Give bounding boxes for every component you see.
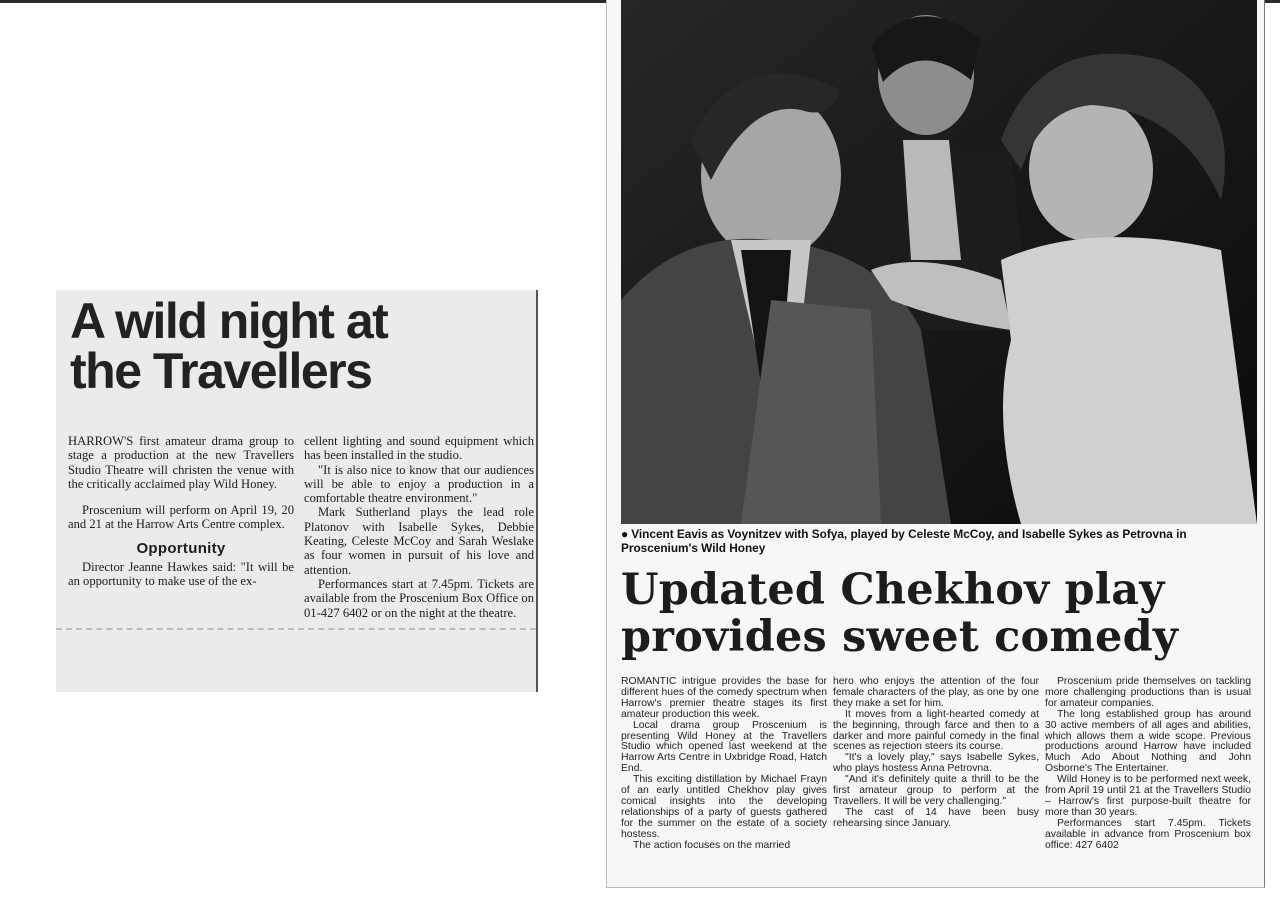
clipping-wild-night xyxy=(56,290,538,692)
article-paragraph: Performances start at 7.45pm. Tickets are available from the Proscenium Box Office on 01-427 6402 or on the night at the theatre. xyxy=(304,576,534,620)
article-paragraph: cellent lighting and sound equipment which has been installed in the studio. xyxy=(304,434,534,463)
article-paragraph: "And it's definitely quite a thrill to be the first amateur group to perform at the Travellers. It will be very challenging." xyxy=(833,774,1039,807)
article-subheading: Opportunity xyxy=(136,539,226,557)
article-column-3 xyxy=(1045,677,1251,852)
article-paragraph: The long established group has around 30 active members of all ages and abilities, which allows them a wide scope. Previous productions around Harrow have included Much Ado About Nothing and John Osborne's The Entertainer. xyxy=(1045,708,1251,775)
article-paragraph: Proscenium will perform on April 19, 20 and 21 at the Harrow Arts Centre complex. xyxy=(68,503,294,532)
article-column-1 xyxy=(621,677,827,852)
article-paragraph: Wild Honey is to be performed next week, from April 19 until 21 at the Travellers Studio – Harrow's first purpose-built theatre for more than 30 years. xyxy=(1045,774,1251,818)
cast-photo-illustration xyxy=(621,0,1257,524)
article-paragraph: HARROW'S first amateur drama group to stage a production at the new Travellers Studio Theatre will christen the venue with the critically acclaimed play Wild Honey. xyxy=(68,434,294,491)
article-paragraph: ROMANTIC intrigue provides the base for different hues of the comedy spectrum when Harrow's premier theatre stages its first amateur production this week. xyxy=(621,676,827,720)
article-column-2 xyxy=(833,677,1039,830)
article-paragraph: "It is also nice to know that our audiences will be able to enjoy a production in a comfortable theatre environment." xyxy=(304,462,534,506)
headline-line-2: provides sweet comedy xyxy=(621,612,1179,662)
article-paragraph: Proscenium pride themselves on tackling more challenging productions than is usual for amateur companies. xyxy=(1045,676,1251,709)
article-paragraph: Performances start 7.45pm. Tickets available in advance from Proscenium box office: 427 6402 xyxy=(1045,817,1251,851)
article-paragraph: hero who enjoys the attention of the four female characters of the play, as one by one they make a set for him. xyxy=(833,676,1039,709)
clipping-chekhov xyxy=(606,0,1265,888)
article-paragraph: Local drama group Proscenium is presenting Wild Honey at the Travellers Studio which opened last weekend at the Harrow Arts Centre in Uxbridge Road, Hatch End. xyxy=(621,719,827,775)
article-paragraph: The action focuses on the married xyxy=(633,839,791,851)
article-paragraph: Mark Sutherland plays the lead role Platonov with Isabelle Sykes, Debbie Keating, Celeste McCoy and Sarah Weslake as four women in pursuit of his love and attention. xyxy=(304,505,534,577)
clipping-headline xyxy=(70,293,538,399)
article-paragraph: "It's a lovely play," says Isabelle Sykes, who plays hostess Anna Petrovna. xyxy=(833,752,1039,775)
tear-line xyxy=(56,628,536,630)
headline-line-2: the Travellers xyxy=(70,343,372,399)
article-paragraph: Director Jeanne Hawkes said: "It will be an opportunity to make use of the ex- xyxy=(68,560,294,589)
article-paragraph: The cast of 14 have been busy rehearsing since January. xyxy=(833,806,1039,829)
caption-text: Vincent Eavis as Voynitzev with Sofya, played by Celeste McCoy, and Isabelle Sykes as Petrovna in Proscenium's Wild Honey xyxy=(621,527,1187,555)
clipping-headline xyxy=(621,567,1261,661)
article-paragraph: It moves from a light-hearted comedy at the beginning, through farce and then to a darker and more painful comedy in the final scenes as rejection steers its course. xyxy=(833,708,1039,753)
headline-line-1: Updated Chekhov play xyxy=(621,565,1165,615)
caption-bullet-icon: ● xyxy=(621,527,629,541)
cast-photo xyxy=(621,0,1257,524)
photo-caption xyxy=(621,527,1257,555)
headline-line-1: A wild night at xyxy=(70,293,388,349)
article-paragraph: This exciting distillation by Michael Frayn of an early untitled Chekhov play gives comical insights into the developing relationships of a party of guests gathered for the summer on the estate of a society hostess. xyxy=(621,774,827,840)
article-column-1 xyxy=(68,434,294,589)
article-column-2 xyxy=(304,434,534,620)
